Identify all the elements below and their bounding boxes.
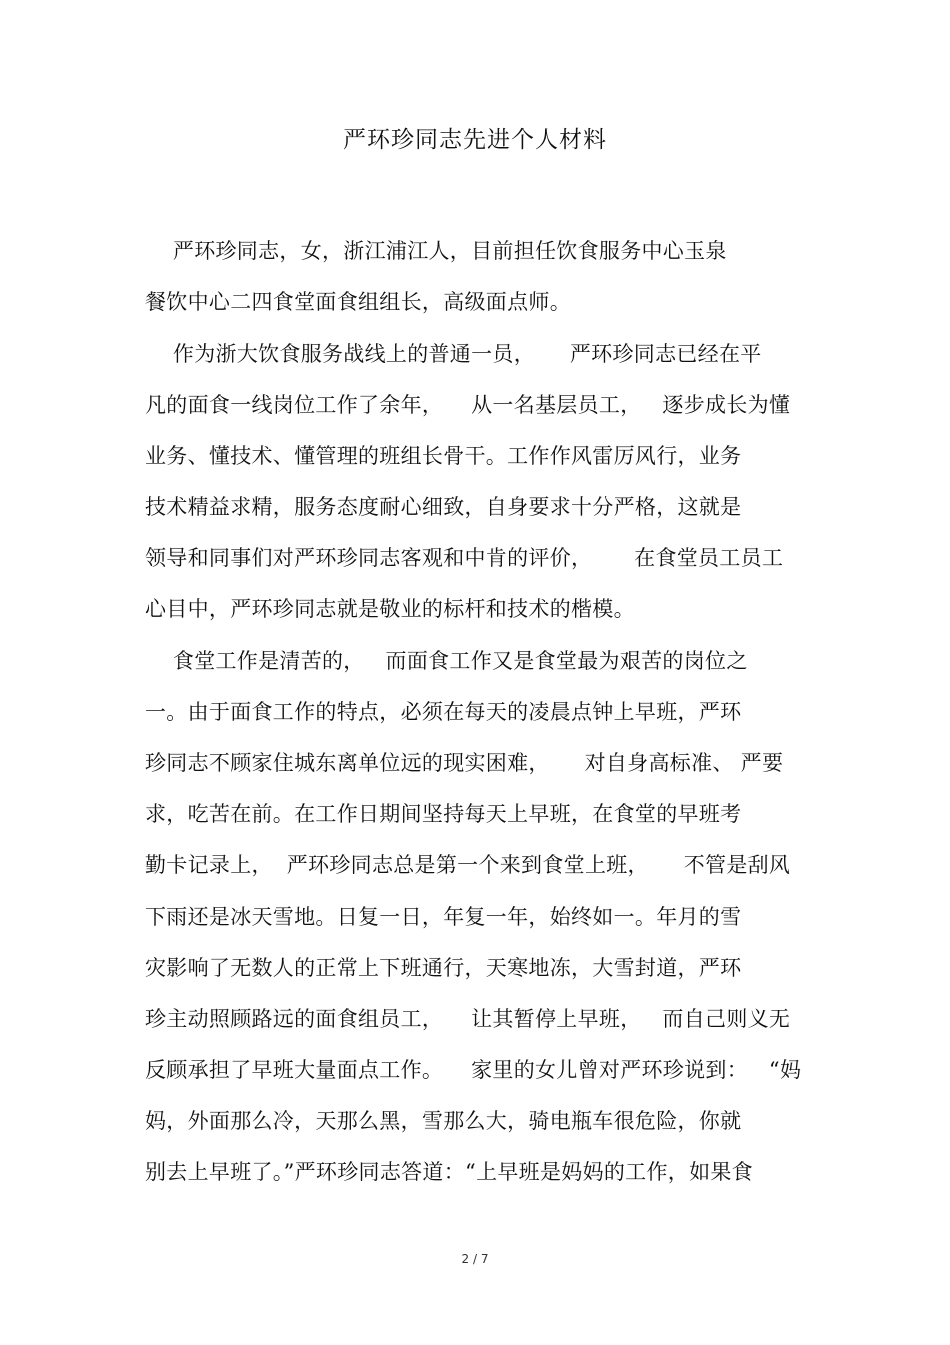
text-line: 下雨还是冰天雪地。日复一日，年复一年，始终如一。年月的雪 [145, 905, 742, 929]
text-line: 珍主动照顾路远的面食组员工， 让其暂停上早班， 而自己则义无 [145, 1007, 791, 1031]
text-line: 勤卡记录上， 严环珍同志总是第一个来到食堂上班， 不管是刮风 [145, 853, 791, 877]
text-line: 别去上早班了。”严环珍同志答道：“上早班是妈妈的工作，如果食 [145, 1160, 753, 1184]
text-line: 灾影响了无数人的正常上下班通行，天寒地冻，大雪封道，严环 [145, 956, 742, 980]
text-line: 业务、懂技术、懂管理的班组长骨干。工作作风雷厉风行，业务 [145, 444, 742, 468]
text-line: 严环珍同志，女，浙江浦江人，目前担任饮食服务中心玉泉 [145, 239, 727, 263]
page-title: 严环珍同志先进个人材料 [343, 127, 607, 153]
text-line: 一。由于面食工作的特点，必须在每天的凌晨点钟上早班，严环 [145, 700, 742, 724]
text-line: 餐饮中心二四食堂面食组组长，高级面点师。 [145, 290, 571, 314]
text-line: 珍同志不顾家住城东离单位远的现实困难， 对自身高标准、 严要 [145, 751, 784, 775]
page-number: 2 / 7 [461, 1252, 489, 1266]
text-line: 心目中，严环珍同志就是敬业的标杆和技术的楷模。 [145, 597, 635, 621]
text-line: 反顾承担了早班大量面点工作。 家里的女儿曾对严环珍说到： “妈 [145, 1058, 802, 1082]
text-line: 妈，外面那么冷，天那么黑，雪那么大，骑电瓶车很危险，你就 [145, 1109, 742, 1133]
text-line: 凡的面食一线岗位工作了余年， 从一名基层员工， 逐步成长为懂 [145, 393, 791, 417]
text-line: 领导和同事们对严环珍同志客观和中肯的评价， 在食堂员工员工 [145, 546, 784, 570]
text-line: 求，吃苦在前。在工作日期间坚持每天上早班，在食堂的早班考 [145, 802, 742, 826]
text-line: 作为浙大饮食服务战线上的普通一员， 严环珍同志已经在平 [145, 342, 762, 366]
text-line: 食堂工作是清苦的， 而面食工作又是食堂最为艰苦的岗位之 [145, 649, 748, 673]
text-line: 技术精益求精，服务态度耐心细致，自身要求十分严格，这就是 [145, 495, 742, 519]
